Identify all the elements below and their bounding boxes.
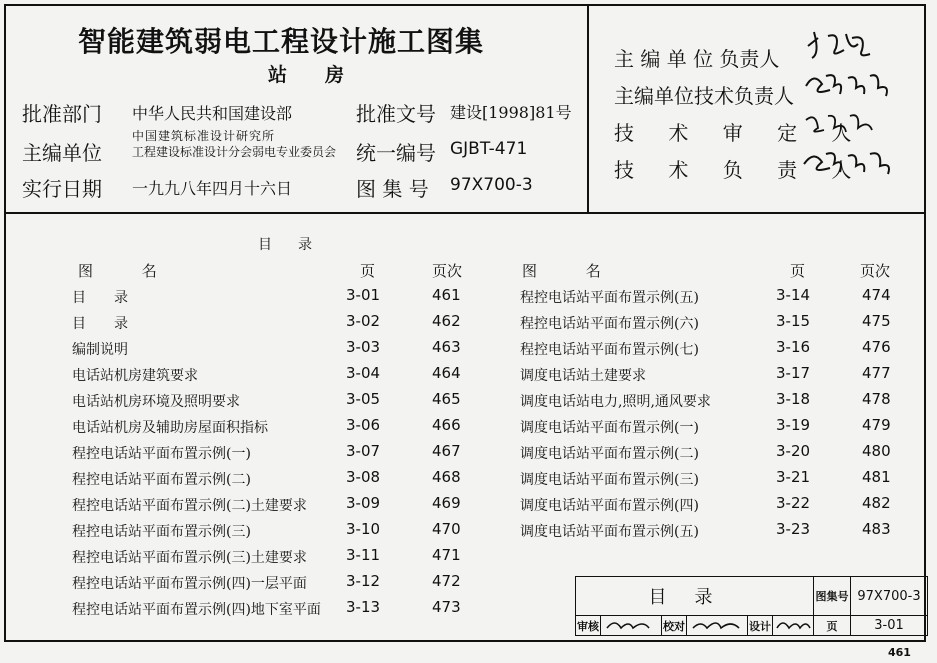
toc-entry-pageno: 481 xyxy=(862,468,891,486)
toc-entry-pageno: 467 xyxy=(432,442,461,460)
toc-entry-page: 3-17 xyxy=(776,364,811,382)
toc-entry-pageno: 473 xyxy=(432,598,461,616)
toc-entry-pageno: 461 xyxy=(432,286,461,304)
responsible-label-4: 技 术 负 责 人 xyxy=(614,158,866,182)
toc-title: 目录 xyxy=(258,237,338,253)
design-label: 设计 xyxy=(748,616,773,636)
toc-entry-name: 调度电话站平面布置示例(一) xyxy=(520,420,699,436)
toc-entry-name: 电话站机房建筑要求 xyxy=(72,368,198,384)
toc-entry-pageno: 478 xyxy=(862,390,891,408)
toc-entry-name: 程控电话站平面布置示例(一) xyxy=(72,446,251,462)
toc-entry-pageno: 477 xyxy=(862,364,891,382)
toc-entry-page: 3-04 xyxy=(346,364,381,382)
toc-entry-pageno: 470 xyxy=(432,520,461,538)
toc-entry-name: 调度电话站电力,照明,通风要求 xyxy=(520,394,711,410)
toc-entry-page: 3-02 xyxy=(346,312,381,330)
toc-entry-page: 3-23 xyxy=(776,520,811,538)
toc-entry-page: 3-21 xyxy=(776,468,811,486)
toc-entry-name: 程控电话站平面布置示例(四)一层平面 xyxy=(72,576,307,592)
responsible-label-2: 主编单位技术负责人 xyxy=(614,84,794,108)
title-block-atlas-label: 图集号 xyxy=(814,577,851,616)
toc-entry-page: 3-08 xyxy=(346,468,381,486)
toc-entry-page: 3-22 xyxy=(776,494,811,512)
toc-entry-name: 编制说明 xyxy=(72,342,128,358)
toc-entry-pageno: 464 xyxy=(432,364,461,382)
toc-entry-pageno: 462 xyxy=(432,312,461,330)
toc-entry-name: 调度电话站平面布置示例(五) xyxy=(520,524,699,540)
design-signature xyxy=(773,616,814,636)
toc-entry-pageno: 475 xyxy=(862,312,891,330)
editor-line1: 中国建筑标准设计研究所 xyxy=(132,129,276,143)
title-block-name: 目录 xyxy=(576,577,814,616)
toc-entry-pageno: 469 xyxy=(432,494,461,512)
header-vertical-divider xyxy=(587,4,589,214)
responsible-label-3: 技 术 审 定 人 xyxy=(614,121,866,145)
toc-entry-name: 目 录 xyxy=(72,290,128,306)
responsible-label-1: 主 编 单 位 负责人 xyxy=(614,47,780,71)
toc-entry-page: 3-09 xyxy=(346,494,381,512)
approve-dept-value: 中华人民共和国建设部 xyxy=(132,104,293,123)
serial-value: GJBT-471 xyxy=(450,139,528,159)
signature-4 xyxy=(804,153,889,174)
toc-entry-pageno: 468 xyxy=(432,468,461,486)
toc-entry-name: 程控电话站平面布置示例(二)土建要求 xyxy=(72,498,307,514)
toc-entry-page: 3-18 xyxy=(776,390,811,408)
serial-label: 统一编号 xyxy=(356,141,436,165)
toc-entry-name: 程控电话站平面布置示例(二) xyxy=(72,472,251,488)
title-block-atlas: 97X700-3 xyxy=(851,577,928,616)
toc-entry-page: 3-16 xyxy=(776,338,811,356)
check-signature xyxy=(687,616,748,636)
toc-left-col-page: 页 xyxy=(360,262,376,280)
toc-entry-page: 3-14 xyxy=(776,286,811,304)
toc-entry-page: 3-11 xyxy=(346,546,381,564)
toc-entry-name: 电话站机房及辅助房屋面积指标 xyxy=(72,420,268,436)
toc-entry-page: 3-12 xyxy=(346,572,381,590)
toc-entry-pageno: 465 xyxy=(432,390,461,408)
review-signature xyxy=(601,616,662,636)
toc-entry-name: 程控电话站平面布置示例(六) xyxy=(520,316,699,332)
toc-entry-page: 3-03 xyxy=(346,338,381,356)
toc-entry-name: 目 录 xyxy=(72,316,128,332)
signature-2 xyxy=(806,75,887,96)
toc-entry-name: 电话站机房环境及照明要求 xyxy=(72,394,240,410)
toc-entry-name: 调度电话站土建要求 xyxy=(520,368,646,384)
toc-right-col-page: 页 xyxy=(790,262,806,280)
toc-entry-name: 调度电话站平面布置示例(二) xyxy=(520,446,699,462)
toc-entry-pageno: 480 xyxy=(862,442,891,460)
toc-entry-page: 3-05 xyxy=(346,390,381,408)
toc-entry-page: 3-01 xyxy=(346,286,381,304)
signature-1 xyxy=(808,32,870,58)
toc-entry-name: 程控电话站平面布置示例(五) xyxy=(520,290,699,306)
signature-3 xyxy=(806,115,872,132)
toc-entry-name: 调度电话站平面布置示例(三) xyxy=(520,472,699,488)
page-label: 页 xyxy=(814,616,851,636)
date-value: 一九九八年四月十六日 xyxy=(132,179,293,198)
review-label: 审核 xyxy=(576,616,601,636)
toc-entry-page: 3-10 xyxy=(346,520,381,538)
toc-entry-name: 程控电话站平面布置示例(七) xyxy=(520,342,699,358)
toc-entry-page: 3-20 xyxy=(776,442,811,460)
toc-entry-pageno: 479 xyxy=(862,416,891,434)
editor-label: 主编单位 xyxy=(22,141,102,165)
toc-right-col-name: 图 名 xyxy=(522,262,623,280)
toc-entry-name: 调度电话站平面布置示例(四) xyxy=(520,498,699,514)
title-block xyxy=(575,576,928,636)
toc-entry-pageno: 483 xyxy=(862,520,891,538)
toc-entry-page: 3-07 xyxy=(346,442,381,460)
toc-entry-page: 3-15 xyxy=(776,312,811,330)
toc-left-col-name: 图 名 xyxy=(78,262,179,280)
approve-dept-label: 批准部门 xyxy=(22,102,102,126)
toc-entry-page: 3-19 xyxy=(776,416,811,434)
title-block-page: 3-01 xyxy=(851,616,928,636)
page-number: 461 xyxy=(888,646,911,659)
atlas-no-value: 97X700-3 xyxy=(450,175,533,195)
atlas-subtitle: 站房 xyxy=(268,64,383,86)
toc-entry-name: 程控电话站平面布置示例(三) xyxy=(72,524,251,540)
toc-entry-page: 3-06 xyxy=(346,416,381,434)
toc-entry-name: 程控电话站平面布置示例(三)土建要求 xyxy=(72,550,307,566)
toc-entry-pageno: 466 xyxy=(432,416,461,434)
toc-entry-name: 程控电话站平面布置示例(四)地下室平面 xyxy=(72,602,321,618)
check-label: 校对 xyxy=(662,616,687,636)
toc-left-col-pageno: 页次 xyxy=(432,262,463,280)
atlas-title: 智能建筑弱电工程设计施工图集 xyxy=(78,25,485,58)
toc-entry-pageno: 482 xyxy=(862,494,891,512)
approve-doc-value: 建设[1998]81号 xyxy=(450,103,572,122)
toc-right-col-pageno: 页次 xyxy=(860,262,891,280)
toc-entry-pageno: 471 xyxy=(432,546,461,564)
editor-line2: 工程建设标准设计分会弱电专业委员会 xyxy=(132,145,337,159)
atlas-no-label: 图 集 号 xyxy=(356,177,429,201)
toc-entry-pageno: 463 xyxy=(432,338,461,356)
header-divider xyxy=(4,212,926,214)
approve-doc-label: 批准文号 xyxy=(356,102,436,126)
toc-entry-page: 3-13 xyxy=(346,598,381,616)
signatures xyxy=(800,24,910,184)
toc-entry-pageno: 472 xyxy=(432,572,461,590)
toc-entry-pageno: 476 xyxy=(862,338,891,356)
date-label: 实行日期 xyxy=(22,177,102,201)
toc-entry-pageno: 474 xyxy=(862,286,891,304)
